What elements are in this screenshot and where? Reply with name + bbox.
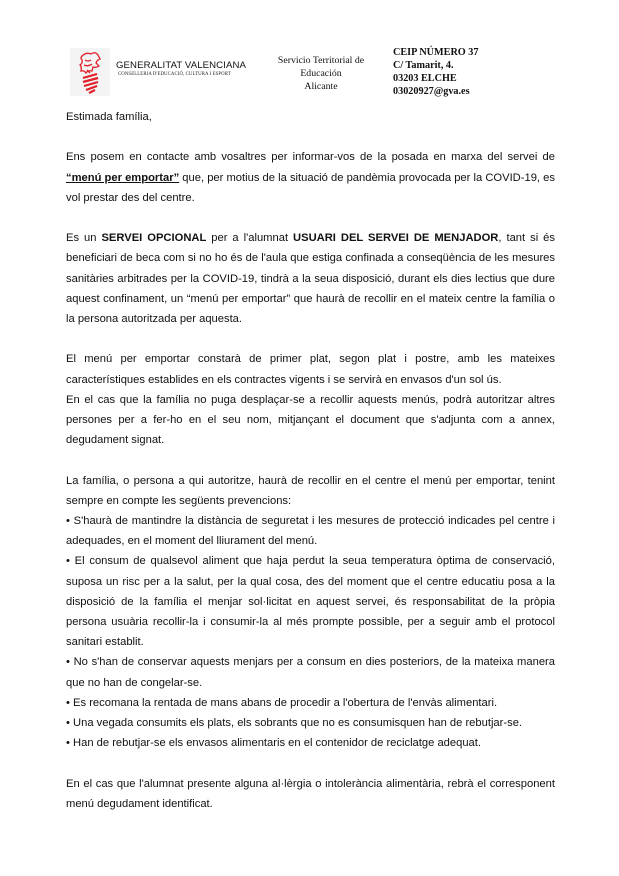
paragraph-service [66, 228, 555, 329]
service-text: per a l'alumnat [206, 232, 294, 245]
intro-text-end: que, per motius de la situació de pandèmia provocada per la COVID-19, es vol prestar des del centre. [66, 171, 555, 204]
school-email: 03020927@gva.es [393, 86, 470, 97]
greeting: Estimada família, [66, 111, 152, 123]
precaution-item: • El consum de qualsevol aliment que haja perdut la seua temperatura òptima de conservació, suposa un risc per a la salut, per la qual cosa, des del moment que el centre educatiu posa a la disposició de la família el menjar sol·licitat en aquest servei, és responsabilitat de la pròpia persona usuària recollir-la i consumir-la al més prompte possible, per a seguir amb el protocol sanitari establit. [66, 555, 555, 649]
canteen-user-bold: USUARI DEL SERVEI DE MENJADOR [293, 232, 499, 245]
generalitat-logo [70, 48, 110, 96]
precaution-item: • Han de rebutjar-se els envasos alimentaris en el contenidor de reciclatge adequat. [66, 737, 481, 750]
paragraph-allergies: En el cas que l'alumnat presente alguna al·lèrgia o intolerància alimentària, rebrà el corresponent menú degudament identificat. [66, 777, 555, 810]
paragraph-menu: El menú per emportar constarà de primer plat, segon plat i postre, amb les mateixes característiques establides en els contractes vigents i se servirà en envasos d'un sol ús. [66, 353, 555, 386]
paragraph-intro [66, 147, 555, 208]
school-street: C/ Tamarit, 4. [393, 60, 454, 71]
service-name-emphasis: “menú per emportar” [66, 171, 180, 184]
precaution-item: • S'haurà de mantindre la distància de seguretat i les mesures de protecció indicades pel centre i adequades, en el moment del lliurament del menú. [66, 515, 555, 548]
precaution-item: • No s'han de conservar aquests menjars per a consum en dies posteriors, de la mateixa manera que no han de congelar-se. [66, 656, 555, 689]
optional-service-bold: SERVEI OPCIONAL [101, 232, 207, 245]
service-text: , tant si és beneficiari de beca com si no ho és de l'aula que estiga confinada a conseqüència de les mesures sanitàries arbitrades per la COVID-19, tindrà a la seua disposició, durant els dies lectius que dure aquest confinament, un “menú per emportar” que haurà de recollir en el mateix centre la família o la persona autoritzada per aquesta. [66, 232, 555, 325]
precaution-item: • Una vegada consumits els plats, els sobrants que no es consumisquen han de rebutjar-se. [66, 717, 523, 730]
paragraph-authorization: En el cas que la família no puga desplaçar-se a recollir aquests menús, podrà autoritzar altres persones per a fer-ho en el seu nom, mitjançant el document que s'adjunta com a annex, degudament signat. [66, 393, 555, 447]
service-text: Es un [66, 232, 102, 245]
paragraph-precautions: La família, o persona a qui autoritze, haurà de recollir en el centre el menú per emportar, tenint sempre en compte les següents prevencions: [66, 474, 555, 507]
school-name: CEIP NÚMERO 37 [393, 47, 479, 58]
precaution-item: • Es recomana la rentada de mans abans de procedir a l'obertura de l'envàs alimentari. [66, 696, 498, 709]
school-address [393, 46, 478, 98]
territorial-service [268, 54, 374, 93]
letter-body [66, 107, 555, 814]
territorial-line: Alicante [304, 81, 338, 92]
territorial-line: Educación [300, 68, 342, 79]
org-subtitle: CONSELLERIA D'EDUCACIÓ, CULTURA I ESPORT [118, 72, 231, 77]
school-city: 03203 ELCHE [393, 73, 457, 84]
org-title: GENERALITAT VALENCIANA [116, 60, 246, 71]
coat-of-arms-icon [70, 48, 110, 96]
territorial-line: Servicio Territorial de [277, 55, 365, 66]
intro-text: Ens posem en contacte amb vosaltres per informar-vos de la posada en marxa del servei de [66, 151, 555, 164]
